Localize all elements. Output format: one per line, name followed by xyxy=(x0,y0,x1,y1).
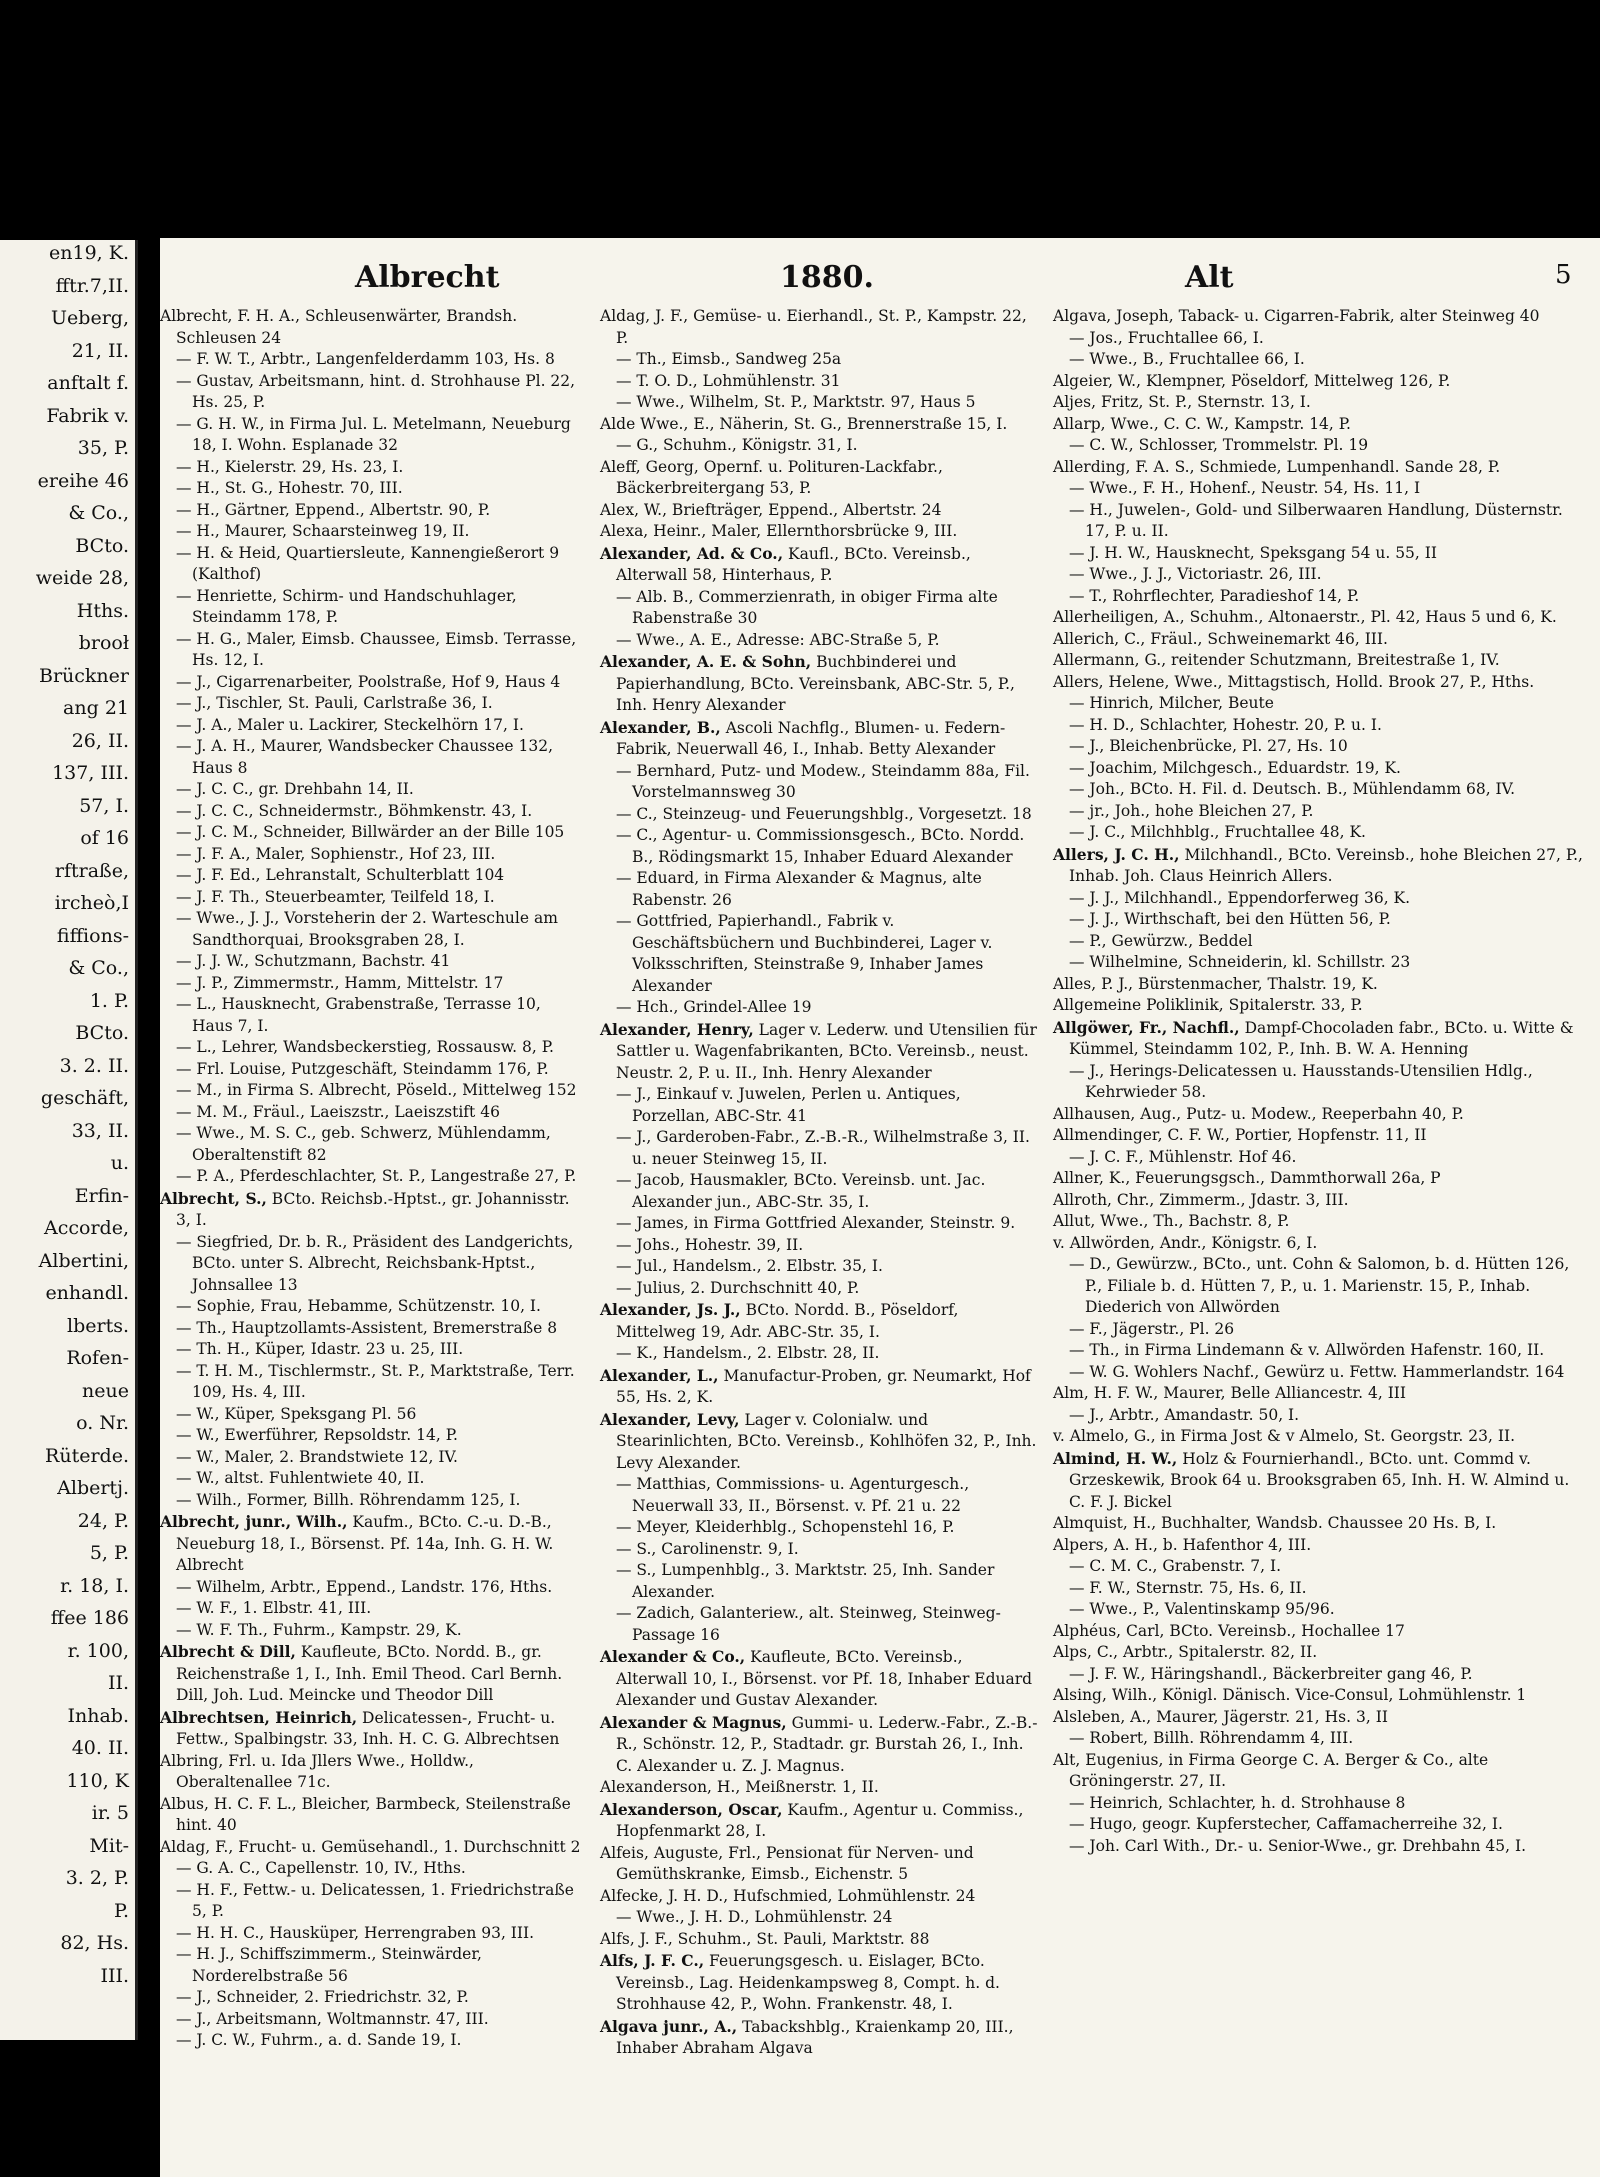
directory-entry: Allut, Wwe., Th., Bachstr. 8, P. xyxy=(1053,1212,1290,1230)
directory-sub-entry: — C. W., Schlosser, Trommelstr. Pl. 19 xyxy=(1069,436,1369,454)
directory-sub-entry: — J. C. C., gr. Drehbahn 14, II. xyxy=(176,780,414,798)
directory-entry: Alexanderson, H., Meißnerstr. 1, II. xyxy=(600,1778,879,1796)
header-right-word: Alt xyxy=(1185,260,1234,295)
directory-sub-entry: — L., Lehrer, Wandsbeckerstieg, Rossausw. 8, P. xyxy=(176,1038,554,1056)
directory-entry: v. Almelo, G., in Firma Jost & v Almelo, St. Georgstr. 23, II. xyxy=(1053,1427,1516,1445)
directory-sub-entry: — J. C. C., Schneidermstr., Böhmkenstr. 43, I. xyxy=(176,801,533,820)
entry-bold-name: Alexanderson, Oscar, xyxy=(600,1799,783,1819)
prev-page-line: Accorde, xyxy=(44,1217,129,1239)
directory-sub-entry: — G. H. W., in Firma Jul. L. Metelmann, Neueburg 18, I. Wohn. Esplanade 32 xyxy=(176,414,571,454)
directory-entry: Albrecht, S., BCto. Reichsb.-Hptst., gr. Johannisstr. 3, I. xyxy=(160,1188,570,1229)
directory-sub-entry: — Th., Eimsb., Sandweg 25a xyxy=(616,350,842,368)
directory-sub-entry: — Wwe., J. H. D., Lohmühlenstr. 24 xyxy=(616,1908,893,1926)
directory-sub-entry: — J., Einkauf v. Juwelen, Perlen u. Antiques, Porzellan, ABC-Str. 41 xyxy=(616,1085,961,1125)
prev-page-line: r. 18, I. xyxy=(60,1574,129,1597)
header-year: 1880. xyxy=(780,260,874,295)
directory-entry: Allner, K., Feuerungsgsch., Dammthorwall 26a, P xyxy=(1053,1169,1441,1187)
directory-entry: Alles, P. J., Bürstenmacher, Thalstr. 19, K. xyxy=(1053,974,1378,993)
directory-sub-entry: — J. H. W., Hausknecht, Speksgang 54 u. 55, II xyxy=(1069,543,1438,562)
directory-sub-entry: — C., Agentur- u. Commissionsgesch., BCto. Nordd. B., Rödingsmarkt 15, Inhaber Eduard Alexander xyxy=(616,826,1025,866)
directory-sub-entry: — Hinrich, Milcher, Beute xyxy=(1069,694,1274,712)
directory-sub-entry: — L., Hausknecht, Grabenstraße, Terrasse 10, Haus 7, I. xyxy=(176,995,541,1035)
directory-sub-entry: — Wwe., A. E., Adresse: ABC-Straße 5, P. xyxy=(616,630,940,649)
header-left-word: Albrecht xyxy=(355,260,500,295)
directory-sub-entry: — Robert, Billh. Röhrendamm 4, III. xyxy=(1069,1729,1354,1747)
entry-bold-name: Algava junr., A., xyxy=(600,2016,738,2036)
directory-sub-entry: — Wwe., J. J., Victoriastr. 26, III. xyxy=(1069,565,1322,583)
directory-entry: Alfecke, J. H. D., Hufschmied, Lohmühlenstr. 24 xyxy=(600,1886,976,1905)
prev-page-line: geschäft, xyxy=(40,1087,129,1109)
directory-sub-entry: — J. J., Milchhandl., Eppendorferweg 36, K. xyxy=(1069,888,1411,907)
directory-entry: Algava, Joseph, Taback- u. Cigarren-Fabrik, alter Steinweg 40 xyxy=(1053,307,1540,325)
directory-entry: Allers, J. C. H., Milchhandl., BCto. Vereinsb., hohe Bleichen 27, P., Inhab. Joh. Claus Heinrich Allers. xyxy=(1053,844,1583,885)
directory-entry: Alfs, J. F. C., Feuerungsgesch. u. Eislager, BCto. Vereinsb., Lag. Heidenkampsweg 8, Compt. h. d. Strohhause 42, P., Wohn. Frankenstr. 48, I. xyxy=(600,1951,1000,2013)
directory-entry: Alsing, Wilh., Königl. Dänisch. Vice-Consul, Lohmühlenstr. 1 xyxy=(1053,1686,1527,1704)
directory-sub-entry: — T. H. M., Tischlermstr., St. P., Marktstraße, Terr. 109, Hs. 4, III. xyxy=(176,1361,575,1401)
directory-sub-entry: — Wwe., J. J., Vorsteherin der 2. Warteschule am Sandthorquai, Brooksgraben 28, I. xyxy=(176,909,558,949)
directory-entry: Allerding, F. A. S., Schmiede, Lumpenhandl. Sande 28, P. xyxy=(1053,457,1501,476)
directory-entry: Alsleben, A., Maurer, Jägerstr. 21, Hs. 3, II xyxy=(1053,1707,1388,1726)
directory-entry: Almquist, H., Buchhalter, Wandsb. Chaussee 20 Hs. B, I. xyxy=(1053,1514,1497,1532)
directory-entry: Almind, H. W., Holz & Fournierhandl., BCto. unt. Commd v. Grzeskewik, Brook 64 u. Brooksgraben 65, Inh. H. W. Almind u. C. F. J. Bickel xyxy=(1053,1448,1570,1511)
directory-sub-entry: — Joh. Carl With., Dr.- u. Senior-Wwe., gr. Drehbahn 45, I. xyxy=(1069,1836,1527,1855)
prev-page-line: 137, III. xyxy=(52,762,129,784)
directory-sub-entry: — H., Maurer, Schaarsteinweg 19, II. xyxy=(176,522,470,540)
directory-sub-entry: — H., Juwelen-, Gold- und Silberwaaren Handlung, Düsternstr. 17, P. u. II. xyxy=(1069,500,1563,540)
directory-sub-entry: — J. A., Maler u. Lackirer, Steckelhörn 17, I. xyxy=(176,715,524,734)
directory-sub-entry: — H. & Heid, Quartiersleute, Kannengießerort 9 (Kalthof) xyxy=(176,543,560,583)
directory-entry: Allerheiligen, A., Schuhm., Altonaerstr., Pl. 42, Haus 5 und 6, K. xyxy=(1053,608,1557,626)
directory-sub-entry: — jr., Joh., hohe Bleichen 27, P. xyxy=(1069,801,1314,820)
prev-page-line: 21, II. xyxy=(71,339,129,362)
directory-sub-entry: — H. H. C., Hausküper, Herrengraben 93, III. xyxy=(176,1923,535,1942)
directory-sub-entry: — S., Carolinenstr. 9, I. xyxy=(616,1539,799,1558)
directory-entry: Alfeis, Auguste, Frl., Pensionat für Nerven- und Gemüthskranke, Eimsb., Eichenstr. 5 xyxy=(600,1843,974,1883)
directory-page xyxy=(160,238,1600,2177)
directory-sub-entry: — J. F. W., Häringshandl., Bäckerbreiter gang 46, P. xyxy=(1069,1664,1473,1683)
prev-page-line: en19, K. xyxy=(49,242,129,264)
directory-sub-entry: — J., Tischler, St. Pauli, Carlstraße 36, I. xyxy=(176,694,493,712)
directory-sub-entry: — W., Küper, Speksgang Pl. 56 xyxy=(176,1404,417,1423)
directory-sub-entry: — Wwe., P., Valentinskamp 95/96. xyxy=(1069,1600,1335,1618)
prev-page-line: 33, II. xyxy=(71,1119,129,1142)
prev-page-line: r. 100, xyxy=(67,1639,129,1662)
prev-page-line: 5, P. xyxy=(89,1542,129,1564)
directory-sub-entry: — J. C., Milchhblg., Fruchtallee 48, K. xyxy=(1069,823,1366,841)
directory-sub-entry: — Frl. Louise, Putzgeschäft, Steindamm 176, P. xyxy=(176,1059,549,1078)
directory-entry: Alexanderson, Oscar, Kaufm., Agentur u. Commiss., Hopfenmarkt 28, I. xyxy=(600,1799,1024,1840)
directory-entry: Alt, Eugenius, in Firma George C. A. Berger & Co., alte Gröningerstr. 27, II. xyxy=(1053,1750,1489,1790)
directory-sub-entry: — Eduard, in Firma Alexander & Magnus, alte Rabenstr. 26 xyxy=(616,869,982,909)
directory-entry: Aldag, J. F., Gemüse- u. Eierhandl., St. P., Kampstr. 22, P. xyxy=(600,307,1027,347)
directory-sub-entry: — Wwe., Wilhelm, St. P., Marktstr. 97, Haus 5 xyxy=(616,393,976,411)
prev-page-line: ir. 5 xyxy=(91,1802,129,1824)
directory-sub-entry: — H. J., Schiffszimmerm., Steinwärder, Norderelbstraße 56 xyxy=(176,1945,482,1985)
directory-sub-entry: — K., Handelsm., 2. Elbstr. 28, II. xyxy=(616,1344,880,1362)
entry-bold-name: Alexander, Levy, xyxy=(600,1409,740,1429)
directory-sub-entry: — Joh., BCto. H. Fil. d. Deutsch. B., Mühlendamm 68, IV. xyxy=(1069,780,1516,798)
directory-sub-entry: — C. M. C., Grabenstr. 7, I. xyxy=(1069,1557,1282,1575)
directory-sub-entry: — C., Steinzeug- und Feuerungshblg., Vorgesetzt. 18 xyxy=(616,804,1032,823)
directory-sub-entry: — Wwe., B., Fruchtallee 66, I. xyxy=(1069,350,1305,368)
directory-sub-entry: — P. A., Pferdeschlachter, St. P., Langestraße 27, P. xyxy=(176,1167,577,1185)
prev-page-line: Rofen- xyxy=(66,1347,129,1369)
prev-page-line: 24, P. xyxy=(77,1509,129,1532)
directory-sub-entry: — J., Arbeitsmann, Woltmannstr. 47, III. xyxy=(176,2009,489,2028)
directory-sub-entry: — H. F., Fettw.- u. Delicatessen, 1. Friedrichstraße 5, P. xyxy=(176,1880,574,1920)
prev-page-line: 1. P. xyxy=(89,989,129,1012)
directory-sub-entry: — H. D., Schlachter, Hohestr. 20, P. u. I. xyxy=(1069,715,1382,734)
directory-entry: Alex, W., Briefträger, Eppend., Albertstr. 24 xyxy=(600,500,942,519)
directory-sub-entry: — F. W. T., Arbtr., Langenfelderdamm 103, Hs. 8 xyxy=(176,350,555,368)
prev-page-line: ereihe 46 xyxy=(37,469,129,492)
prev-page-line: lberts. xyxy=(67,1314,129,1337)
prev-page-line: 57, I. xyxy=(79,794,129,817)
prev-page-line: ffee 186 xyxy=(50,1607,129,1629)
column-1 xyxy=(160,306,585,2052)
directory-sub-entry: — T., Rohrflechter, Paradieshof 14, P. xyxy=(1069,586,1360,605)
page-number: 5 xyxy=(1555,260,1572,290)
prev-page-line: 3. 2, P. xyxy=(65,1867,129,1889)
directory-entry: Alexander, B., Ascoli Nachflg., Blumen- u. Federn-Fabrik, Neuerwall 46, I., Inhab. Betty Alexander xyxy=(600,717,1006,758)
directory-entry: Alexa, Heinr., Maler, Ellernthorsbrücke 9, III. xyxy=(600,522,958,540)
directory-sub-entry: — J. F. A., Maler, Sophienstr., Hof 23, III. xyxy=(176,844,496,863)
prev-page-line: 3. 2. II. xyxy=(59,1054,129,1077)
directory-sub-entry: — J. F. Th., Steuerbeamter, Teilfeld 18, I. xyxy=(176,887,495,906)
prev-page-line: P. xyxy=(114,1899,129,1922)
prev-page-line: 26, II. xyxy=(71,729,129,752)
directory-sub-entry: — Bernhard, Putz- und Modew., Steindamm 88a, Fil. Vorstelmannsweg 30 xyxy=(616,761,1030,801)
directory-sub-entry: — J. J., Wirthschaft, bei den Hütten 56, P. xyxy=(1069,910,1391,928)
prev-page-line: Mit- xyxy=(89,1834,129,1857)
directory-entry: Alps, C., Arbtr., Spitalerstr. 82, II. xyxy=(1053,1643,1318,1661)
directory-sub-entry: — Hch., Grindel-Allee 19 xyxy=(616,998,812,1016)
entry-bold-name: Albrecht & Dill, xyxy=(160,1642,296,1661)
directory-sub-entry: — Jacob, Hausmakler, BCto. Vereinsb. unt. Jac. Alexander jun., ABC-Str. 35, I. xyxy=(616,1171,986,1211)
directory-sub-entry: — H., Gärtner, Eppend., Albertstr. 90, P. xyxy=(176,500,491,519)
prev-page-line: & Co., xyxy=(68,502,129,524)
previous-page-fragment xyxy=(0,240,138,2040)
directory-sub-entry: — W. F. Th., Fuhrm., Kampstr. 29, K. xyxy=(176,1620,462,1639)
entry-bold-name: Allgöwer, Fr., Nachfl., xyxy=(1053,1017,1240,1037)
directory-entry: Alphéus, Carl, BCto. Vereinsb., Hochallee 17 xyxy=(1053,1621,1405,1640)
prev-page-line: III. xyxy=(100,1964,129,1987)
prev-page-line: brooł xyxy=(78,632,129,654)
prev-page-line: o. Nr. xyxy=(76,1412,129,1434)
directory-sub-entry: — J. P., Zimmermstr., Hamm, Mittelstr. 17 xyxy=(176,973,504,992)
directory-sub-entry: — T. O. D., Lohmühlenstr. 31 xyxy=(616,371,841,390)
directory-sub-entry: — Jul., Handelsm., 2. Elbstr. 35, I. xyxy=(616,1257,883,1275)
directory-sub-entry: — J., Bleichenbrücke, Pl. 27, Hs. 10 xyxy=(1069,737,1348,755)
directory-sub-entry: — Julius, 2. Durchschnitt 40, P. xyxy=(616,1278,860,1297)
directory-sub-entry: — J., Schneider, 2. Friedrichstr. 32, P. xyxy=(176,1988,469,2006)
directory-sub-entry: — F., Jägerstr., Pl. 26 xyxy=(1069,1319,1235,1338)
entry-bold-name: Alexander & Co., xyxy=(600,1647,746,1666)
directory-sub-entry: — G. A. C., Capellenstr. 10, IV., Hths. xyxy=(176,1859,466,1877)
directory-sub-entry: — Th., Hauptzollamts-Assistent, Bremerstraße 8 xyxy=(176,1318,558,1337)
directory-sub-entry: — Th., in Firma Lindemann & v. Allwörden Hafenstr. 160, II. xyxy=(1069,1341,1545,1359)
directory-sub-entry: — W., Maler, 2. Brandstwiete 12, IV. xyxy=(176,1447,458,1466)
prev-page-line: BCto. xyxy=(75,1022,129,1044)
entry-bold-name: Alexander, Henry, xyxy=(600,1019,754,1039)
prev-page-line: rftraße, xyxy=(54,859,129,882)
directory-entry: Albus, H. C. F. L., Bleicher, Barmbeck, Steilenstraße hint. 40 xyxy=(160,1794,571,1834)
directory-entry: Allarp, Wwe., C. C. W., Kampstr. 14, P. xyxy=(1053,414,1351,433)
directory-sub-entry: — D., Gewürzw., BCto., unt. Cohn & Salomon, b. d. Hütten 126, P., Filiale b. d. Hütten 7, P., u. 1. Marienstr. 15, P., Inhab. Diederich von Allwörden xyxy=(1069,1255,1570,1316)
directory-entry: Alexander & Co., Kaufleute, BCto. Vereinsb., Alterwall 10, I., Börsenst. vor Pf. 18, Inhaber Eduard Alexander und Gustav Alexander. xyxy=(600,1647,1033,1709)
directory-sub-entry: — W., Ewerführer, Repsoldstr. 14, P. xyxy=(176,1426,458,1444)
prev-page-line: anftalt f. xyxy=(47,372,129,394)
directory-sub-entry: — P., Gewürzw., Beddel xyxy=(1069,931,1253,950)
directory-sub-entry: — H., St. G., Hohestr. 70, III. xyxy=(176,479,403,497)
directory-entry: Alexander, L., Manufactur-Proben, gr. Neumarkt, Hof 55, Hs. 2, K. xyxy=(600,1365,1031,1406)
prev-page-line: Rüterde. xyxy=(45,1444,129,1467)
prev-page-line: Fabrik v. xyxy=(46,404,129,427)
directory-sub-entry: — Siegfried, Dr. b. R., Präsident des Landgerichts, BCto. unter S. Albrecht, Reichsbank-Hptst., Johnsallee 13 xyxy=(176,1232,574,1294)
directory-sub-entry: — Wilhelmine, Schneiderin, kl. Schillstr. 23 xyxy=(1069,953,1411,971)
directory-sub-entry: — J. A. H., Maurer, Wandsbecker Chaussee 132, Haus 8 xyxy=(176,737,553,777)
directory-sub-entry: — H. G., Maler, Eimsb. Chaussee, Eimsb. Terrasse, Hs. 12, I. xyxy=(176,629,577,669)
directory-sub-entry: — W. F., 1. Elbstr. 41, III. xyxy=(176,1599,372,1617)
directory-entry: Aldag, F., Frucht- u. Gemüsehandl., 1. Durchschnitt 2 xyxy=(160,1837,581,1856)
directory-entry: Albrechtsen, Heinrich, Delicatessen-, Frucht- u. Fettw., Spalbingstr. 33, Inh. H. C. G. Albrechtsen xyxy=(160,1707,560,1748)
directory-entry: Algeier, W., Klempner, Pöseldorf, Mittelweg 126, P. xyxy=(1053,371,1451,390)
directory-sub-entry: — J. F. Ed., Lehranstalt, Schulterblatt 104 xyxy=(176,866,505,884)
entry-bold-name: Alexander, A. E. & Sohn, xyxy=(600,652,812,671)
directory-entry: Alexander, Levy, Lager v. Colonialw. und Stearinlichten, BCto. Vereinsb., Kohlhöfen 32, P., Inh. Levy Alexander. xyxy=(600,1409,1037,1472)
directory-entry: Albrecht, F. H. A., Schleusenwärter, Brandsh. Schleusen 24 xyxy=(160,307,518,347)
entry-bold-name: Albrechtsen, Heinrich, xyxy=(160,1707,358,1727)
directory-entry: Alfs, J. F., Schuhm., St. Pauli, Marktstr. 88 xyxy=(600,1929,930,1948)
prev-page-line: Erfin- xyxy=(74,1184,129,1207)
directory-sub-entry: — Wilhelm, Arbtr., Eppend., Landstr. 176, Hths. xyxy=(176,1577,553,1596)
directory-entry: Alexander, A. E. & Sohn, Buchbinderei und Papierhandlung, BCto. Vereinsbank, ABC-Str. 5, P., Inh. Henry Alexander xyxy=(600,652,1015,714)
prev-page-line: 110, K xyxy=(66,1769,129,1792)
directory-entry: Allmendinger, C. F. W., Portier, Hopfenstr. 11, II xyxy=(1053,1126,1427,1144)
prev-page-line: fiffions- xyxy=(56,924,129,947)
prev-page-line: ircheò,I xyxy=(54,892,129,914)
directory-entry: Aleff, Georg, Opernf. u. Polituren-Lackfabr., Bäckerbreitergang 53, P. xyxy=(600,457,943,497)
directory-sub-entry: — Wwe., F. H., Hohenf., Neustr. 54, Hs. 11, I xyxy=(1069,479,1421,497)
directory-entry: Allhausen, Aug., Putz- u. Modew., Reeperbahn 40, P. xyxy=(1053,1104,1464,1123)
directory-sub-entry: — Johs., Hohestr. 39, II. xyxy=(616,1235,804,1254)
directory-sub-entry: — J., Arbtr., Amandastr. 50, I. xyxy=(1069,1405,1300,1424)
directory-sub-entry: — Th. H., Küper, Idastr. 23 u. 25, III. xyxy=(176,1340,464,1358)
directory-entry: Algava junr., A., Tabackshblg., Kraienkamp 20, III., Inhaber Abraham Algava xyxy=(600,2016,1014,2057)
directory-entry: Alexander, Js. J., BCto. Nordd. B., Pöseldorf, Mittelweg 19, Adr. ABC-Str. 35, I. xyxy=(600,1300,959,1341)
column-2 xyxy=(600,306,1038,2060)
directory-sub-entry: — Zadich, Galanteriew., alt. Steinweg, Steinweg-Passage 16 xyxy=(616,1604,1001,1644)
directory-entry: Allerich, C., Fräul., Schweinemarkt 46, III. xyxy=(1053,629,1388,648)
prev-page-line: u. xyxy=(110,1152,129,1174)
prev-page-line: of 16 xyxy=(80,827,129,849)
directory-sub-entry: — W. G. Wohlers Nachf., Gewürz u. Fettw. Hammerlandstr. 164 xyxy=(1069,1362,1565,1381)
prev-page-line: ang 21 xyxy=(63,697,129,719)
directory-sub-entry: — Sophie, Frau, Hebamme, Schützenstr. 10, I. xyxy=(176,1297,541,1315)
prev-page-line: 35, P. xyxy=(77,437,129,459)
prev-page-line: 40. II. xyxy=(71,1737,129,1759)
entry-bold-name: Alexander, L., xyxy=(600,1365,719,1385)
directory-entry: Aljes, Fritz, St. P., Sternstr. 13, I. xyxy=(1053,393,1311,411)
directory-sub-entry: — W., altst. Fuhlentwiete 40, II. xyxy=(176,1469,425,1487)
directory-sub-entry: — J., Herings-Delicatessen u. Hausstands-Utensilien Hdlg., Kehrwieder 58. xyxy=(1069,1061,1533,1101)
directory-entry: Alexander & Magnus, Gummi- u. Lederw.-Fabr., Z.-B.-R., Schönstr. 12, P., Stadtadr. gr. Burstah 26, I., Inh. C. Alexander u. Z. J. Magnus. xyxy=(600,1712,1038,1775)
prev-page-line: weide 28, xyxy=(35,567,129,589)
prev-page-line: BCto. xyxy=(75,534,129,557)
prev-page-line: Ueberg, xyxy=(51,307,129,329)
directory-sub-entry: — Hugo, geogr. Kupferstecher, Caffamacherreihe 32, I. xyxy=(1069,1815,1503,1833)
prev-page-line: fftr.7,II. xyxy=(55,274,129,297)
entry-bold-name: Allers, J. C. H., xyxy=(1053,844,1180,864)
entry-bold-name: Albrecht, S., xyxy=(160,1188,267,1208)
directory-sub-entry: — Meyer, Kleiderhblg., Schopenstehl 16, P. xyxy=(616,1518,955,1536)
directory-entry: Alpers, A. H., b. Hafenthor 4, III. xyxy=(1053,1535,1312,1554)
directory-entry: Allroth, Chr., Zimmerm., Jdastr. 3, III. xyxy=(1053,1190,1349,1209)
entry-bold-name: Alexander, Ad. & Co., xyxy=(600,543,784,563)
prev-page-line: II. xyxy=(107,1672,129,1694)
directory-entry: Alm, H. F. W., Maurer, Belle Alliancestr. 4, III xyxy=(1053,1384,1407,1402)
directory-sub-entry: — J. C. F., Mühlenstr. Hof 46. xyxy=(1069,1147,1297,1166)
directory-entry: v. Allwörden, Andr., Königstr. 6, I. xyxy=(1053,1233,1318,1252)
directory-entry: Alde Wwe., E., Näherin, St. G., Brennerstraße 15, I. xyxy=(600,414,1008,433)
entry-bold-name: Almind, H. W., xyxy=(1053,1448,1178,1468)
directory-sub-entry: — Wwe., M. S. C., geb. Schwerz, Mühlendamm, Oberaltenstift 82 xyxy=(176,1124,551,1164)
directory-sub-entry: — H., Kielerstr. 29, Hs. 23, I. xyxy=(176,457,404,476)
prev-page-line: Brückner xyxy=(39,664,129,687)
directory-entry: Allermann, G., reitender Schutzmann, Breitestraße 1, IV. xyxy=(1053,651,1500,669)
directory-entry: Allgemeine Poliklinik, Spitalerstr. 33, P. xyxy=(1053,996,1363,1014)
prev-page-line: Albertini, xyxy=(38,1249,129,1272)
entry-bold-name: Alfs, J. F. C., xyxy=(600,1951,705,1970)
directory-sub-entry: — Gustav, Arbeitsmann, hint. d. Strohhause Pl. 22, Hs. 25, P. xyxy=(176,371,576,411)
directory-sub-entry: — Henriette, Schirm- und Handschuhlager, Steindamm 178, P. xyxy=(176,586,517,626)
directory-sub-entry: — J., Garderoben-Fabr., Z.-B.-R., Wilhelmstraße 3, II. u. neuer Steinweg 15, II. xyxy=(616,1128,1030,1168)
directory-sub-entry: — J. C. M., Schneider, Billwärder an der Bille 105 xyxy=(176,823,565,841)
prev-page-line: & Co., xyxy=(68,957,129,979)
directory-sub-entry: — Wilh., Former, Billh. Röhrendamm 125, I. xyxy=(176,1490,521,1509)
directory-entry: Allers, Helene, Wwe., Mittagstisch, Holld. Brook 27, P., Hths. xyxy=(1053,672,1535,691)
directory-sub-entry: — Alb. B., Commerzienrath, in obiger Firma alte Rabenstraße 30 xyxy=(616,587,998,627)
directory-sub-entry: — M. M., Fräul., Laeiszstr., Laeiszstift 46 xyxy=(176,1102,500,1121)
prev-page-line: neue xyxy=(82,1379,129,1402)
column-3 xyxy=(1053,306,1585,1857)
directory-sub-entry: — Heinrich, Schlachter, h. d. Strohhause 8 xyxy=(1069,1793,1406,1812)
directory-sub-entry: — M., in Firma S. Albrecht, Pöseld., Mittelweg 152 xyxy=(176,1081,577,1099)
entry-bold-name: Albrecht, junr., Wilh., xyxy=(160,1512,348,1531)
directory-sub-entry: — James, in Firma Gottfried Alexander, Steinstr. 9. xyxy=(616,1214,1016,1232)
directory-sub-entry: — S., Lumpenhblg., 3. Marktstr. 25, Inh. Sander Alexander. xyxy=(616,1561,995,1601)
prev-page-line: 82, Hs. xyxy=(60,1932,129,1954)
directory-sub-entry: — Matthias, Commissions- u. Agenturgesch., Neuerwall 33, II., Börsenst. v. Pf. 21 u. 22 xyxy=(616,1475,970,1515)
directory-entry: Allgöwer, Fr., Nachfl., Dampf-Chocoladen fabr., BCto. u. Witte & Kümmel, Steindamm 102, P., Inh. B. W. A. Henning xyxy=(1053,1017,1574,1058)
directory-entry: Albrecht, junr., Wilh., Kaufm., BCto. C.-u. D.-B., Neueburg 18, I., Börsenst. Pf. 14a, Inh. G. H. W. Albrecht xyxy=(160,1512,554,1574)
directory-sub-entry: — Jos., Fruchtallee 66, I. xyxy=(1069,328,1264,347)
directory-sub-entry: — J. J. W., Schutzmann, Bachstr. 41 xyxy=(176,952,451,970)
prev-page-line: Albertj. xyxy=(57,1477,129,1499)
prev-page-line: enhandl. xyxy=(45,1282,129,1304)
directory-sub-entry: — F. W., Sternstr. 75, Hs. 6, II. xyxy=(1069,1578,1307,1597)
directory-sub-entry: — J., Cigarrenarbeiter, Poolstraße, Hof 9, Haus 4 xyxy=(176,672,561,691)
entry-bold-name: Alexander, Js. J., xyxy=(600,1300,741,1319)
directory-sub-entry: — J. C. W., Fuhrm., a. d. Sande 19, I. xyxy=(176,2031,462,2049)
directory-sub-entry: — Joachim, Milchgesch., Eduardstr. 19, K. xyxy=(1069,758,1401,777)
directory-sub-entry: — G., Schuhm., Königstr. 31, I. xyxy=(616,436,858,454)
directory-sub-entry: — Gottfried, Papierhandl., Fabrik v. Geschäftsbüchern und Buchbinderei, Lager v. Volksschriften, Steinstraße 9, Inhaber James Alexander xyxy=(616,912,993,995)
entry-bold-name: Alexander & Magnus, xyxy=(600,1712,787,1732)
entry-bold-name: Alexander, B., xyxy=(600,717,721,737)
prev-page-line: Hths. xyxy=(76,599,129,622)
prev-page-line: Inhab. xyxy=(67,1704,129,1727)
directory-entry: Albrecht & Dill, Kaufleute, BCto. Nordd. B., gr. Reichenstraße 1, I., Inh. Emil Theod. Carl Bernh. Dill, Joh. Lud. Meincke und Theodor Dill xyxy=(160,1642,563,1704)
directory-entry: Alexander, Ad. & Co., Kaufl., BCto. Vereinsb., Alterwall 58, Hinterhaus, P. xyxy=(600,543,971,584)
directory-entry: Alexander, Henry, Lager v. Lederw. und Utensilien für Sattler u. Wagenfabrikanten, BCto. Vereinsb., neust. Neustr. 2, P. u. II., Inh. Henry Alexander xyxy=(600,1019,1037,1082)
directory-entry: Albring, Frl. u. Ida Jllers Wwe., Holldw., Oberaltenallee 71c. xyxy=(160,1751,474,1791)
